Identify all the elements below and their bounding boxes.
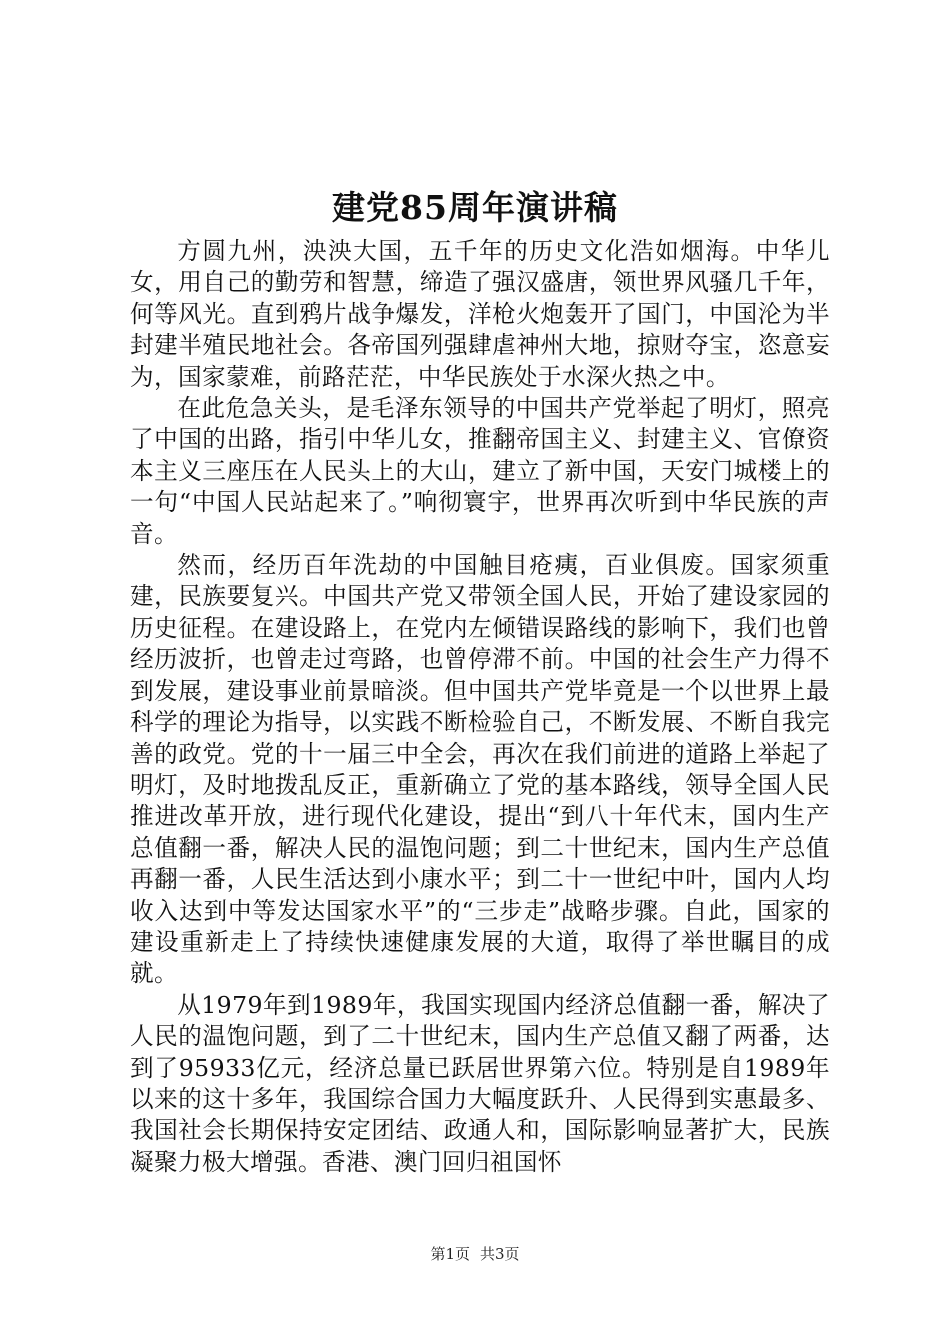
page-number: 第1页 <box>430 1245 470 1263</box>
page-footer <box>0 1243 950 1265</box>
paragraph-4: 从1979年到1989年，我国实现国内经济总值翻一番，解决了人民的温饱问题，到了二十世纪末，国内生产总值又翻了两番，达到了95933亿元，经济总量已跃居世界第六位。特别是自1989年以来的这十多年，我国综合国力大幅度跃升、人民得到实惠最多、我国社会长期保持安定团结、政通人和，国际影响显著扩大，民族凝聚力极大增强。香港、澳门回归祖国怀 <box>130 990 830 1176</box>
paragraph-1: 方圆九州，泱泱大国，五千年的历史文化浩如烟海。中华儿女，用自己的勤劳和智慧，缔造了强汉盛唐，领世界风骚几千年，何等风光。直到鸦片战争爆发，洋枪火炮轰开了国门，中国沦为半封建半殖民地社会。各帝国列强肆虐神州大地，掠财夺宝，恣意妄为，国家蒙难，前路茫茫，中华民族处于水深火热之中。 <box>130 237 830 391</box>
paragraph-2: 在此危急关头，是毛泽东领导的中国共产党举起了明灯，照亮了中国的出路，指引中华儿女，推翻帝国主义、封建主义、官僚资本主义三座压在人民头上的大山，建立了新中国，天安门城楼上的一句“中国人民站起来了。”响彻寰宇，世界再次听到中华民族的声音。 <box>130 394 830 548</box>
page-total: 共3页 <box>480 1245 520 1263</box>
paragraph-3: 然而，经历百年洗劫的中国触目疮痍，百业俱废。国家须重建，民族要复兴。中国共产党又带领全国人民，开始了建设家园的历史征程。在建设路上，在党内左倾错误路线的影响下，我们也曾经历波折，也曾走过弯路，也曾停滞不前。中国的社会生产力得不到发展，建设事业前景暗淡。但中国共产党毕竟是一个以世界上最科学的理论为指导，以实践不断检验自己，不断发展、不断自我完善的政党。党的十一届三中全会，再次在我们前进的道路上举起了明灯，及时地拨乱反正，重新确立了党的基本路线，领导全国人民推进改革开放，进行现代化建设，提出“到八十年代末，国内生产总值翻一番，解决人民的温饱问题；到二十世纪末，国内生产总值再翻一番，人民生活达到小康水平；到二十一世纪中叶，国内人均收入达到中等发达国家水平”的“三步走”战略步骤。自此，国家的建设重新走上了持续快速健康发展的大道，取得了举世瞩目的成就。 <box>130 551 830 988</box>
document-title: 建党85周年演讲稿 <box>332 188 618 227</box>
document-body <box>130 236 830 1178</box>
